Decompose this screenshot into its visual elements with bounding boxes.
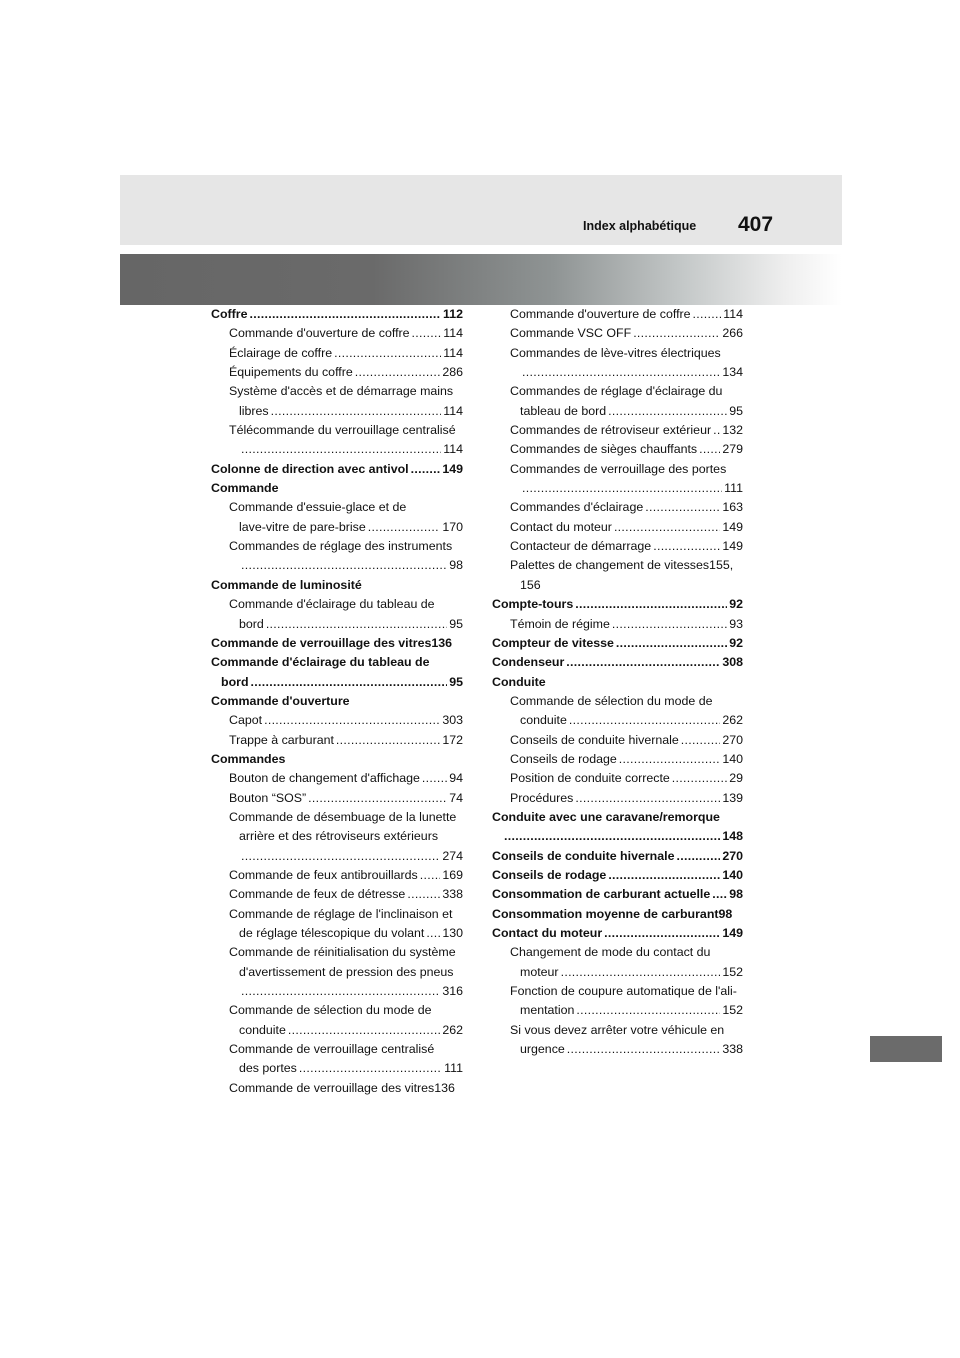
index-line: Commande de sélection du mode de [229, 1003, 432, 1018]
dot-leader [266, 615, 447, 634]
index-entry [492, 827, 743, 846]
index-entry [492, 924, 743, 943]
index-entry-label: bord [239, 616, 264, 631]
index-entry-page: 139 [722, 790, 743, 805]
index-entry-page: 279 [722, 442, 743, 457]
index-entry-label: Commande de feux antibrouillards [229, 867, 418, 882]
dot-leader [411, 460, 441, 479]
index-entry [492, 1001, 743, 1020]
index-entry [211, 847, 463, 866]
index-entry-label: de réglage télescopique du volant [239, 926, 425, 940]
index-entry-page: 270 [722, 848, 743, 863]
index-entry [492, 498, 743, 517]
dot-leader [566, 653, 720, 672]
dot-leader [672, 769, 727, 788]
index-line: Commande de réinitialisation du système [229, 945, 456, 960]
dot-leader [614, 518, 720, 537]
dot-leader [426, 924, 440, 943]
index-entry-page: 338 [722, 1042, 743, 1057]
index-entry [492, 615, 743, 634]
index-entry-label: Condenseur [492, 655, 565, 670]
dot-leader [575, 789, 720, 808]
dot-leader [699, 440, 720, 459]
dot-leader [241, 847, 440, 866]
index-entry-page: 149 [722, 926, 743, 940]
dot-leader [504, 827, 720, 846]
dot-leader [608, 866, 720, 885]
index-entry [492, 518, 743, 537]
dot-leader [299, 1059, 442, 1078]
index-entry [492, 440, 743, 459]
index-entry-page: 130 [442, 926, 463, 940]
index-line: Commande d'éclairage du tableau de [211, 655, 430, 670]
index-entry-label: Consommation de carburant actuelle [492, 887, 711, 902]
index-entry-page: 134 [722, 365, 743, 380]
index-entry-page: 29 [729, 771, 743, 786]
index-entry [492, 750, 743, 769]
index-entry-label: Conseils de conduite hivernale [492, 848, 675, 863]
dot-leader [251, 673, 448, 692]
index-entry [492, 402, 743, 421]
index-entry-label: Trappe à carburant [229, 732, 334, 747]
index-entry [211, 982, 463, 1001]
index-entry-label: Témoin de régime [510, 616, 610, 631]
index-entry [211, 363, 463, 382]
index-line: Commande d'essuie-glace et de [229, 500, 407, 515]
index-entry-page: 140 [722, 751, 743, 766]
dot-leader [676, 847, 720, 866]
index-line: Palettes de changement de vitesses155, [510, 558, 734, 573]
index-entry-page: 94 [449, 771, 463, 786]
index-entry [492, 537, 743, 556]
index-entry-label: Commandes de rétroviseur extérieur [510, 423, 712, 438]
index-entry-label: Compteur de vitesse [492, 635, 614, 650]
dot-leader [249, 305, 441, 324]
dot-leader [522, 363, 720, 382]
index-column-left [211, 305, 463, 1098]
index-entry-page: 266 [722, 326, 743, 341]
index-entry-page: 114 [443, 403, 463, 418]
index-entry [211, 324, 463, 343]
index-line: Commande [211, 481, 279, 496]
index-entry-label: Bouton de changement d'affichage [229, 771, 420, 786]
index-entry-page: 262 [722, 713, 743, 728]
index-entry [492, 847, 743, 866]
index-entry-page: 98 [729, 887, 743, 902]
index-line: Commande de luminosité [211, 577, 362, 592]
index-line: Télécommande du verrouillage centralisé [229, 423, 456, 438]
index-entry-label: tableau de bord [520, 403, 607, 418]
index-entry [211, 924, 463, 943]
index-entry-page: 95 [449, 674, 463, 689]
index-line: Fonction de coupure automatique de l'ali- [510, 984, 737, 999]
dot-leader [575, 595, 727, 614]
index-entry-page: 149 [722, 539, 743, 554]
index-entry [211, 518, 463, 537]
index-entry-page: 172 [442, 732, 463, 747]
index-entry-label: Commandes d'éclairage [510, 500, 644, 515]
dot-leader [422, 769, 447, 788]
index-entry [492, 963, 743, 982]
dot-leader [616, 634, 727, 653]
index-line: 156 [520, 577, 541, 592]
index-entry [492, 731, 743, 750]
index-entry [211, 402, 463, 421]
dot-leader [522, 479, 722, 498]
dot-leader [576, 1001, 720, 1020]
dot-leader [653, 537, 720, 556]
index-entry-label: des portes [239, 1061, 297, 1076]
index-entry-label: Coffre [211, 307, 248, 321]
index-entry [492, 769, 743, 788]
index-entry-label: bord [221, 674, 249, 689]
index-entry [211, 556, 463, 575]
index-entry-page: 95 [449, 616, 463, 631]
index-line: Système d'accès et de démarrage mains [229, 384, 454, 399]
dot-leader [561, 963, 721, 982]
index-entry-label: Bouton “SOS” [229, 790, 307, 805]
index-entry [211, 440, 463, 459]
section-title: Index alphabétique [583, 219, 697, 233]
index-entry-page: 111 [444, 1061, 463, 1076]
index-line: Commandes de lève-vitres électriques [510, 345, 721, 360]
index-entry-page: 270 [722, 732, 743, 747]
index-entry-label: Commande VSC OFF [510, 326, 632, 341]
dot-leader [271, 402, 442, 421]
dot-leader [567, 1040, 721, 1059]
index-entry-label: conduite [520, 713, 567, 728]
index-entry-page: 140 [722, 867, 743, 882]
dot-leader [619, 750, 721, 769]
index-entry-page: 132 [722, 423, 743, 438]
index-entry-label: urgence [520, 1042, 565, 1057]
index-line: Si vous devez arrêter votre véhicule en [510, 1022, 725, 1037]
index-entry [492, 866, 743, 885]
index-entry-label: Contacteur de démarrage [510, 539, 652, 554]
index-entry [492, 789, 743, 808]
index-entry-page: 111 [724, 481, 743, 496]
index-entry-label: libres [239, 403, 269, 418]
index-entry [211, 711, 463, 730]
index-entry-page: 114 [443, 326, 463, 341]
index-entry-label: conduite [239, 1022, 286, 1037]
index-entry-page: 148 [722, 829, 743, 844]
index-line: Conduite avec une caravane/remorque [492, 809, 720, 824]
dot-leader [608, 402, 727, 421]
index-entry-page: 92 [729, 635, 743, 650]
index-entry-page: 98 [449, 558, 463, 573]
index-entry-label: Capot [229, 713, 263, 728]
index-line: d'avertissement de pression des pneus [239, 964, 454, 979]
index-entry [211, 789, 463, 808]
index-entry [492, 479, 743, 498]
index-entry-label: Position de conduite correcte [510, 771, 670, 786]
index-entry-label: Conseils de rodage [492, 867, 607, 882]
index-entry-label: Commandes de sièges chauffants [510, 442, 698, 457]
index-entry-page: 114 [723, 307, 743, 321]
index-entry [211, 673, 463, 692]
dot-leader [612, 615, 727, 634]
index-line: Commandes de verrouillage des portes [510, 461, 727, 476]
index-entry [211, 305, 463, 324]
dot-leader [334, 344, 441, 363]
index-entry-page: 114 [443, 345, 463, 360]
index-column-right [492, 305, 743, 1059]
chapter-thumb-tab [870, 1036, 942, 1062]
index-entry-label: Commande de feux de détresse [229, 887, 406, 902]
index-line: Changement de mode du contact du [510, 945, 711, 960]
index-line: Commande de verrouillage centralisé [229, 1042, 435, 1057]
dot-leader [288, 1021, 440, 1040]
index-entry [492, 421, 743, 440]
dot-leader [420, 866, 441, 885]
index-entry-page: 303 [442, 713, 463, 728]
index-entry-page: 274 [442, 848, 463, 863]
index-entry-page: 92 [729, 597, 743, 612]
index-entry-page: 286 [442, 365, 463, 380]
index-entry [211, 866, 463, 885]
index-entry-page: 170 [442, 519, 463, 534]
index-line: Commandes de réglage des instruments [229, 539, 453, 554]
index-line: Commande d'ouverture [211, 693, 350, 708]
index-line: Commande de sélection du mode de [510, 693, 713, 708]
dot-leader [633, 324, 720, 343]
index-entry-page: 149 [722, 519, 743, 534]
index-entry-page: 74 [449, 790, 463, 805]
index-line: Commande de réglage de l'inclinaison et [229, 906, 453, 921]
index-entry-page: 152 [722, 1003, 743, 1018]
index-entry [211, 769, 463, 788]
index-line: Commandes [211, 751, 286, 766]
index-line: Commande de verrouillage des vitres136 [211, 635, 453, 650]
index-entry-label: moteur [520, 964, 559, 979]
index-entry [492, 324, 743, 343]
index-entry [211, 1059, 463, 1078]
index-entry-label: Procédures [510, 790, 574, 805]
dot-leader [713, 421, 720, 440]
dot-leader [368, 518, 441, 537]
index-entry-page: 262 [442, 1022, 463, 1037]
decorative-gradient-bar [120, 254, 842, 305]
index-entry-label: Colonne de direction avec antivol [211, 461, 409, 476]
index-entry [492, 634, 743, 653]
dot-leader [355, 363, 441, 382]
dot-leader [241, 440, 441, 459]
index-entry-page: 93 [729, 616, 743, 631]
dot-leader [681, 731, 721, 750]
index-entry [492, 711, 743, 730]
index-entry-page: 114 [443, 442, 463, 457]
dot-leader [604, 924, 720, 943]
index-entry [492, 305, 743, 324]
index-entry-label: Compte-tours [492, 597, 574, 612]
index-entry [211, 460, 463, 479]
index-entry [211, 615, 463, 634]
index-entry [211, 731, 463, 750]
index-entry-page: 338 [442, 887, 463, 902]
index-entry [492, 885, 743, 904]
dot-leader [693, 305, 722, 324]
index-entry-page: 152 [722, 964, 743, 979]
index-entry-label: Contact du moteur [510, 519, 612, 534]
index-entry-page: 112 [443, 307, 463, 321]
index-entry-label: mentation [520, 1003, 575, 1018]
index-entry [211, 344, 463, 363]
index-line: Commande de désembuage de la lunette [229, 809, 457, 824]
page-number: 407 [738, 213, 774, 236]
index-line: Conduite [492, 674, 546, 689]
index-entry-page: 149 [442, 461, 463, 476]
index-line: arrière et des rétroviseurs extérieurs [239, 829, 439, 844]
index-entry-label: Conseils de rodage [510, 751, 617, 766]
dot-leader [241, 556, 447, 575]
dot-leader [412, 324, 442, 343]
index-entry-label: Commande d'ouverture de coffre [229, 326, 410, 341]
index-entry [492, 595, 743, 614]
index-entry [492, 1040, 743, 1059]
index-entry [492, 653, 743, 672]
index-entry [211, 885, 463, 904]
index-line: Commande de verrouillage des vitres136 [229, 1080, 455, 1095]
index-line: Consommation moyenne de carburant98 [492, 906, 733, 921]
index-entry-page: 95 [729, 403, 743, 418]
index-entry-label: Conseils de conduite hivernale [510, 732, 679, 747]
dot-leader [241, 982, 440, 1001]
index-entry-label: Commande d'ouverture de coffre [510, 307, 691, 321]
dot-leader [308, 789, 447, 808]
dot-leader [407, 885, 440, 904]
index-entry [492, 363, 743, 382]
header-band [120, 175, 842, 245]
dot-leader [569, 711, 720, 730]
index-entry-page: 308 [722, 655, 743, 670]
index-entry [211, 1021, 463, 1040]
dot-leader [264, 711, 440, 730]
index-entry-page: 163 [722, 500, 743, 515]
index-line: Commandes de réglage d'éclairage du [510, 384, 723, 399]
index-line: Commande d'éclairage du tableau de [229, 597, 435, 612]
index-entry-label: Équipements du coffre [229, 365, 353, 380]
index-entry-page: 169 [442, 867, 463, 882]
index-entry-label: lave-vitre de pare-brise [239, 519, 366, 534]
dot-leader [336, 731, 440, 750]
index-entry-page: 316 [442, 984, 463, 999]
dot-leader [712, 885, 727, 904]
index-entry-label: Contact du moteur [492, 926, 603, 940]
dot-leader [645, 498, 720, 517]
index-entry-label: Éclairage de coffre [229, 345, 333, 360]
